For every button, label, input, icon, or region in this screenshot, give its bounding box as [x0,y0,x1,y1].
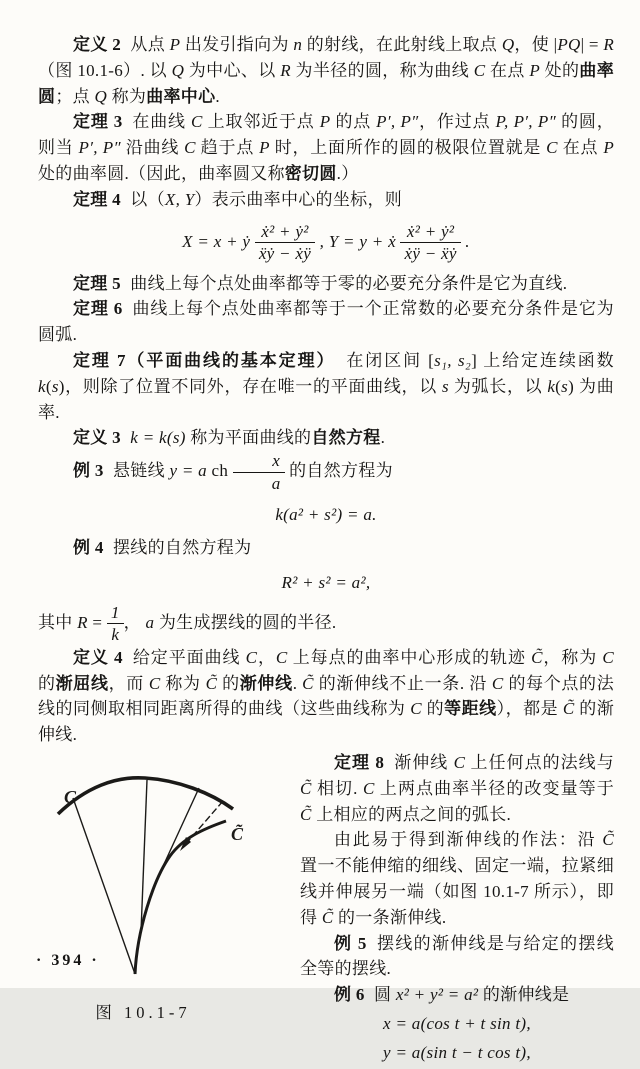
text: 的每个点的法线的同侧取相同距离所得的曲线（这些曲线称为 [38,673,614,719]
text: R² + s² = a², [281,572,371,592]
text: | = [580,35,604,54]
main-text-column [38,32,614,748]
text: 的点 [330,112,377,132]
text: 为半径的圆，称为曲线 [290,60,474,80]
text: , Y = y + ẋ [315,231,401,251]
math-var: k = k(s) [130,428,186,448]
math-var: C̃ [321,907,334,927]
formula-cycloid [38,570,614,596]
math-var: C [410,699,422,719]
math-var: C [602,647,615,667]
math-var: P [603,138,615,158]
thm-8 [300,750,614,827]
math-var: C [148,673,161,693]
bold-text: 曲率圆 [38,60,615,106]
text: 处的曲率圆.（因此，曲率圆又称 [38,163,285,183]
text: . [380,428,386,448]
text: 称为 [107,86,147,106]
text: .） [336,163,359,183]
thm-7 [38,348,614,425]
text: ），都是 [496,699,563,719]
formula-curvature-center [38,222,614,264]
text: ( [555,376,562,396]
text: 给定平面曲线 [132,647,246,667]
math-var: C [245,647,258,667]
math-var: P, P′, P″ [495,112,556,132]
text: 的 [217,673,240,693]
text: 的渐伸线不止一条. 沿 [313,673,492,693]
text: 从点 [130,35,170,54]
text: 上每点的曲率中心形成的轨迹 [287,647,532,667]
bold-text: 定理 7 [73,351,126,371]
math-var: C [190,112,203,132]
page-number: · 394 · [36,952,100,970]
text: 上两点曲率半径的改变量等于 [374,778,614,798]
text: 在点 [485,60,530,80]
text: 上取邻近于点 [202,112,320,132]
math-var: Q [94,86,108,106]
math-var: C [491,673,504,693]
text: . [460,231,470,251]
formula-involute-x [300,1011,614,1037]
math-var: C̃ [602,830,614,850]
math-var: C [275,647,288,667]
def-2 [38,32,614,109]
text: 处的 [540,60,580,80]
math-var: Q [501,35,515,54]
ex-4 [38,535,614,561]
text: 为中心、以 [184,60,281,80]
math-var: k [38,376,46,396]
math-var: x² + y² = a² [395,985,479,1005]
math-var: R [280,60,291,80]
math-var: PQ [557,35,581,54]
thm-3 [38,109,614,186]
text: ，称为 [542,647,603,667]
math-var: C̃ [531,647,543,667]
text: ( [45,376,52,396]
text: 为弧长，以 [448,376,548,396]
figure-row [38,750,614,1069]
bold-text: 曲率中心 [146,86,216,106]
bold-text: 密切圆 [284,163,337,183]
math-var: n [293,35,303,54]
math-var: C̃ [300,778,312,798]
text: 称为平面曲线的 [185,428,312,448]
bold-text: （ [125,351,147,371]
formula-involute-y [300,1040,614,1066]
bold-text: 定理 4 [73,189,121,209]
text: X = x + ẏ [182,231,255,251]
text: 为生成摆线的圆的半径. [154,612,337,632]
text: 以（ [130,189,165,209]
text: 出发引指向为 [180,35,294,54]
math-var: P [529,60,540,80]
text: 的自然方程为 [284,461,393,481]
bold-text: 例 6 [334,985,365,1005]
math-var: C [184,138,196,158]
text: 在点 [557,138,604,158]
text: 沿曲线 [120,138,185,158]
bold-text: 渐屈线 [55,673,109,693]
text: ，使 | [514,35,558,54]
text: 的 [421,699,445,719]
text: 曲线上每个点处曲率都等于零的必要充分条件是它为直线. [130,273,568,293]
formula-catenary [38,502,614,528]
math-var: C [362,778,375,798]
involute-construction [300,827,614,930]
bold-text: 定理 3 [73,112,123,132]
bold-text: 等距线 [444,699,497,719]
text: 在曲线 [131,112,191,132]
bold-text: 定理 6 [73,299,123,319]
thm-6 [38,296,614,348]
text: 摆线的自然方程为 [113,538,252,558]
fraction: $\frac{x}{a}$ [233,451,285,493]
evolute-c-tilde-label: C̃ [231,824,244,845]
math-var: C̃ [562,699,575,719]
text: y = a(sin t − t cos t), [383,1042,531,1062]
bold-text: 定理 8 [334,753,385,773]
text: 渐伸线 [393,753,454,773]
text: . [215,86,220,106]
bold-text: 例 4 [73,538,104,558]
figure-10-1-7 [38,750,300,1069]
bold-text: 例 3 [73,461,104,481]
math-var: C [546,138,558,158]
math-var: C̃ [205,673,218,693]
evolute-c-tilde-path [135,821,226,974]
text: 的渐伸线. [38,699,614,745]
math-var: Q [171,60,185,80]
math-var: R [603,35,615,54]
math-var: s [561,376,569,396]
text: )，则除了位置不同外，存在唯一的平面曲线，以 [58,376,442,396]
bold-text: 例 5 [334,933,367,953]
text: ，而 [108,673,149,693]
text: 趋于点 [195,138,260,158]
bold-text: 平面曲线的基本定理 [146,351,317,371]
text: k(a² + s²) = a. [275,505,377,525]
text: ) 为曲率. [38,376,614,422]
text: 置一不能伸缩的细线、固定一端，拉紧细线并伸展另一端（如图 10.1-7 所示），即得 [300,856,614,927]
text: 曲线上每个点处曲率都等于一个正常数的必要充分条件是它为圆弧. [38,299,614,345]
text: ；点 [55,86,95,106]
curve-c-label: C [64,787,77,808]
text: 的 [38,673,56,693]
figure-caption: 图 10.1-7 [95,1003,191,1023]
ex-6 [300,982,614,1008]
math-var: X, Y [164,189,195,209]
bold-text: 渐伸线 [239,673,293,693]
math-var: a [145,612,155,632]
math-var: C̃ [300,804,312,824]
def-3 [38,425,614,451]
math-var: C [453,753,466,773]
math-var: s [51,376,59,396]
text: 称为 [160,673,206,693]
right-text-column [300,750,614,1069]
math-var: P [319,112,331,132]
math-var: s₁, s₂ [434,351,472,371]
math-var: C̃ [302,673,314,693]
thm-5 [38,271,614,297]
text: = [87,612,107,632]
bold-text: 定义 4 [73,647,123,667]
text: 相切. [311,778,363,798]
text: 的一条渐伸线. [333,907,447,927]
text: ] 上给定连续函数 [471,351,614,371]
math-var: k [547,376,556,396]
text: ， [257,647,276,667]
text: ， [123,612,146,632]
text: 的渐伸线是 [478,985,570,1005]
ex-5 [300,931,614,983]
math-var: y = a [169,461,207,481]
fraction: $\frac{1}{k}$ [107,603,124,645]
text: 摆线的渐伸线是与给定的摆线全等的摆线. [300,933,614,979]
math-var: P [259,138,270,158]
bold-text: 定义 2 [73,35,122,54]
fraction: $\frac{\text{ẋ² + ẏ²}}{\text{ẋÿ − ẍẏ}}$ [400,222,460,264]
bold-text: 定义 3 [73,428,121,448]
text: x = a(cos t + t sin t), [383,1013,531,1033]
math-var: P′, P″ [376,112,419,132]
text: ）表示曲率中心的坐标，则 [194,189,403,209]
text: 由此易于得到渐伸线的作法：沿 [334,830,603,850]
text: . [292,673,303,693]
bold-text: 定理 5 [73,273,121,293]
def-4 [38,645,614,748]
thm-4 [38,187,614,213]
math-var: R [77,612,88,632]
text: 悬链线 [113,461,170,481]
math-var: s [441,376,449,396]
bold-text: ） [316,351,336,371]
text: 上任何点的法线与 [465,753,614,773]
math-var: P′, P″ [78,138,121,158]
text: 时，上面所作的圆的极限位置就是 [269,138,547,158]
tangent-line-3 [159,788,199,875]
text: 的射线，在此射线上取点 [302,35,502,54]
text: 的圆，则当 [38,112,615,158]
text: 在闭区间 [ [344,351,435,371]
ex-3 [38,451,614,493]
math-var: C [473,60,486,80]
radius-note [38,603,614,645]
fraction: $\frac{\text{ẋ² + ẏ²}}{\text{ẍẏ − ẋÿ}}$ [255,222,315,264]
text: 上相应的两点之间的弧长. [311,804,512,824]
text: 其中 [38,612,78,632]
text: （图 10.1-6）. 以 [38,60,172,80]
text: ，作过点 [418,112,496,132]
text: 圆 [374,985,396,1005]
math-var: P [169,35,181,54]
bold-text: 自然方程 [311,428,381,448]
text: ch [206,461,233,481]
